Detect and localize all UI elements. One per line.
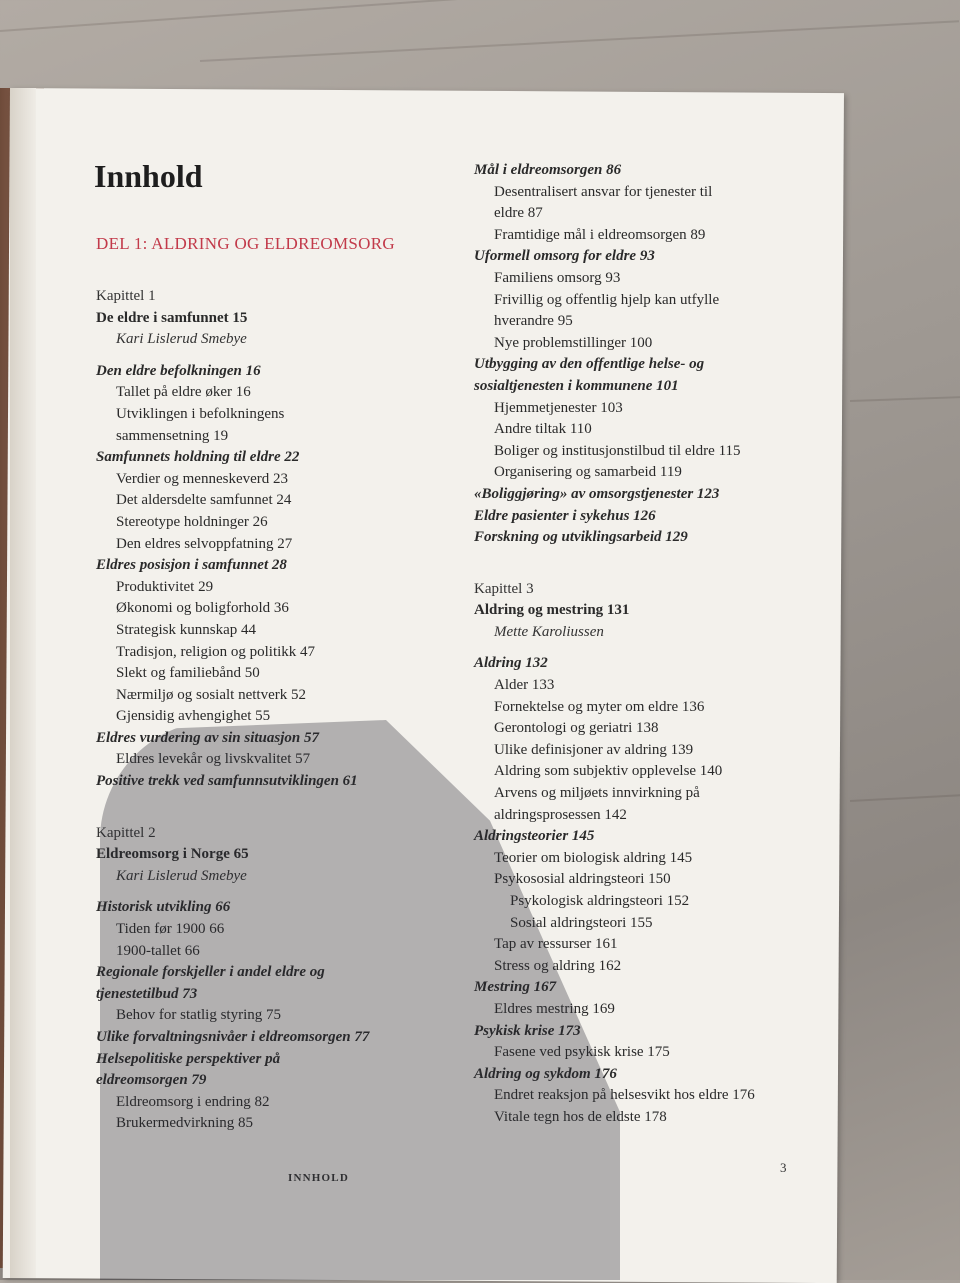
toc-sub-entry: Tiden før 1900 66 [116,921,225,938]
toc-sub2-entry: Psykologisk aldringsteori 152 [510,893,690,909]
toc-sub-entry: Produktivitet 29 [116,578,214,595]
spacer [474,549,804,579]
toc-sub-entry: Tallet på eldre øker 16 [116,384,251,401]
toc-section-entry: Aldring 132 [474,655,548,672]
toc-section-entry: Helsepolitiske perspektiver på [96,1050,281,1067]
wood-grain [850,396,960,402]
toc-section-entry: Ulike forvaltningsnivåer i eldreomsorgen 77 [96,1029,370,1045]
footer-label: INNHOLD [288,1172,349,1184]
toc-section-entry: Aldringsteorier 145 [474,828,595,845]
toc-sub-entry: Eldreomsorg i endring 82 [116,1093,270,1110]
toc-section-entry: eldreomsorgen 79 [96,1072,207,1089]
toc-sub-entry: hverandre 95 [494,313,573,330]
toc-section-entry: tjenestetilbud 73 [96,985,198,1002]
toc-sub-entry: eldre 87 [494,205,543,222]
toc-section-entry: Eldres posisjon i samfunnet 28 [96,557,287,574]
toc-section-entry: Mestring 167 [474,979,557,996]
toc-sub-entry: Eldres mestring 169 [494,1000,615,1017]
toc-section-entry: Uformell omsorg for eldre 93 [474,248,655,265]
spacer [96,351,446,361]
toc-section-entry: Psykisk krise 173 [474,1022,581,1039]
toc-sub-entry: Psykososial aldringsteori 150 [494,871,671,888]
toc-sub-entry: Stress og aldring 162 [494,957,622,974]
wood-grain [200,20,959,62]
toc-sub-entry: Aldring som subjektiv opplevelse 140 [494,763,723,780]
toc-sub-entry: Tradisjon, religion og politikk 47 [116,643,316,660]
toc-section-entry: sosialtjenesten i kommunene 101 [474,377,679,394]
toc-section-entry: Eldres vurdering av sin situasjon 57 [96,729,319,746]
page-number: 3 [780,1160,787,1175]
toc-sub-entry: Nærmiljø og sosialt nettverk 52 [116,686,306,703]
toc-sub-entry: sammensetning 19 [116,427,229,444]
toc-sub-entry: Eldres levekår og livskvalitet 57 [116,751,311,768]
toc-chapter-title-entry: De eldre i samfunnet 15 [96,309,248,326]
toc-sub-entry: Ulike definisjoner av aldring 139 [494,741,694,758]
toc-sub-entry: Den eldres selvoppfatning 27 [116,535,293,552]
toc-section-entry: Den eldre befolkningen 16 [96,362,261,379]
toc-section-entry: Eldre pasienter i sykehus 126 [474,507,656,524]
toc-author-entry: Kari Lislerud Smebye [116,867,247,884]
toc-chapter-label-entry: Kapittel 1 [96,288,156,304]
part-heading: DEL 1: ALDRING OG ELDREOMSORG [96,234,395,253]
toc-sub-entry: Behov for statlig styring 75 [116,1007,281,1024]
toc-sub-entry: Fornektelse og myter om eldre 136 [494,698,705,715]
toc-sub-entry: Stereotype holdninger 26 [116,513,268,530]
toc-section-entry: «Boliggjøring» av omsorgstjenester 123 [474,485,720,502]
toc-sub-entry: Arvens og miljøets innvirkning på [494,785,700,802]
toc-sub-entry: Alder 133 [494,677,555,694]
toc-sub-entry: Utviklingen i befolkningens [116,405,285,422]
toc-sub-entry: Gjensidig avhengighet 55 [116,708,271,725]
toc-sub-entry: Hjemmetjenester 103 [494,399,623,416]
toc-section-entry: Aldring og sykdom 176 [474,1065,617,1082]
toc-author-entry: Mette Karoliussen [494,623,604,640]
toc-sub-entry: Desentralisert ansvar for tjenester til [494,183,713,200]
toc-sub-entry: Teorier om biologisk aldring 145 [494,849,693,866]
spacer [474,643,804,653]
toc-sub-entry: Slekt og familiebånd 50 [116,665,260,682]
toc-sub-entry: aldringsprosessen 142 [494,806,627,823]
toc-sub2-entry: Sosial aldringsteori 155 [510,914,653,931]
toc-section-entry: Forskning og utviklingsarbeid 129 [474,529,688,546]
toc-sub-entry: Vitale tegn hos de eldste 178 [494,1108,667,1125]
toc-sub-entry: Frivillig og offentlig hjelp kan utfylle [494,291,720,308]
toc-sub-entry: Endret reaksjon på helsesvikt hos eldre 176 [494,1087,755,1104]
page-gutter [10,88,36,1278]
toc-section-entry: Historisk utvikling 66 [96,899,231,916]
toc-sub-entry: Fasene ved psykisk krise 175 [494,1044,670,1061]
page-title: Innhold [94,158,203,194]
toc-sub-entry: Økonomi og boligforhold 36 [116,600,289,617]
toc-author-entry: Kari Lislerud Smebye [116,331,247,348]
wood-grain [850,794,960,802]
toc-sub-entry: Andre tiltak 110 [494,421,592,438]
toc-sub-entry: 1900-tallet 66 [116,942,200,959]
toc-chapter-title-entry: Aldring og mestring 131 [474,602,630,619]
toc-sub-entry: Det aldersdelte samfunnet 24 [116,492,292,509]
toc-sub-entry: Nye problemstillinger 100 [494,334,653,351]
toc-sub-entry: Brukermedvirkning 85 [116,1115,254,1132]
toc-sub-entry: Framtidige mål i eldreomsorgen 89 [494,226,706,243]
toc-sub-entry: Gerontologi og geriatri 138 [494,720,659,737]
toc-section-entry: Utbygging av den offentlige helse- og [474,356,705,373]
toc-section-entry: Samfunnets holdning til eldre 22 [96,449,300,466]
toc-section-entry: Mål i eldreomsorgen 86 [474,162,622,178]
toc-chapter-label-entry: Kapittel 2 [96,824,156,841]
toc-section-entry: Regionale forskjeller i andel eldre og [96,964,325,981]
toc-sub-entry: Boliger og institusjonstilbud til eldre 115 [494,442,741,459]
toc-sub-entry: Organisering og samarbeid 119 [494,464,682,481]
toc-chapter-title-entry: Eldreomsorg i Norge 65 [96,846,249,863]
toc-section-entry: Positive trekk ved samfunnsutviklingen 61 [96,773,358,790]
toc-chapter-label-entry: Kapittel 3 [474,580,534,597]
toc-sub-entry: Tap av ressurser 161 [494,936,618,953]
toc-sub-entry: Familiens omsorg 93 [494,269,621,286]
toc-sub-entry: Verdier og menneskeverd 23 [116,470,289,487]
toc-sub-entry: Strategisk kunnskap 44 [116,621,256,638]
